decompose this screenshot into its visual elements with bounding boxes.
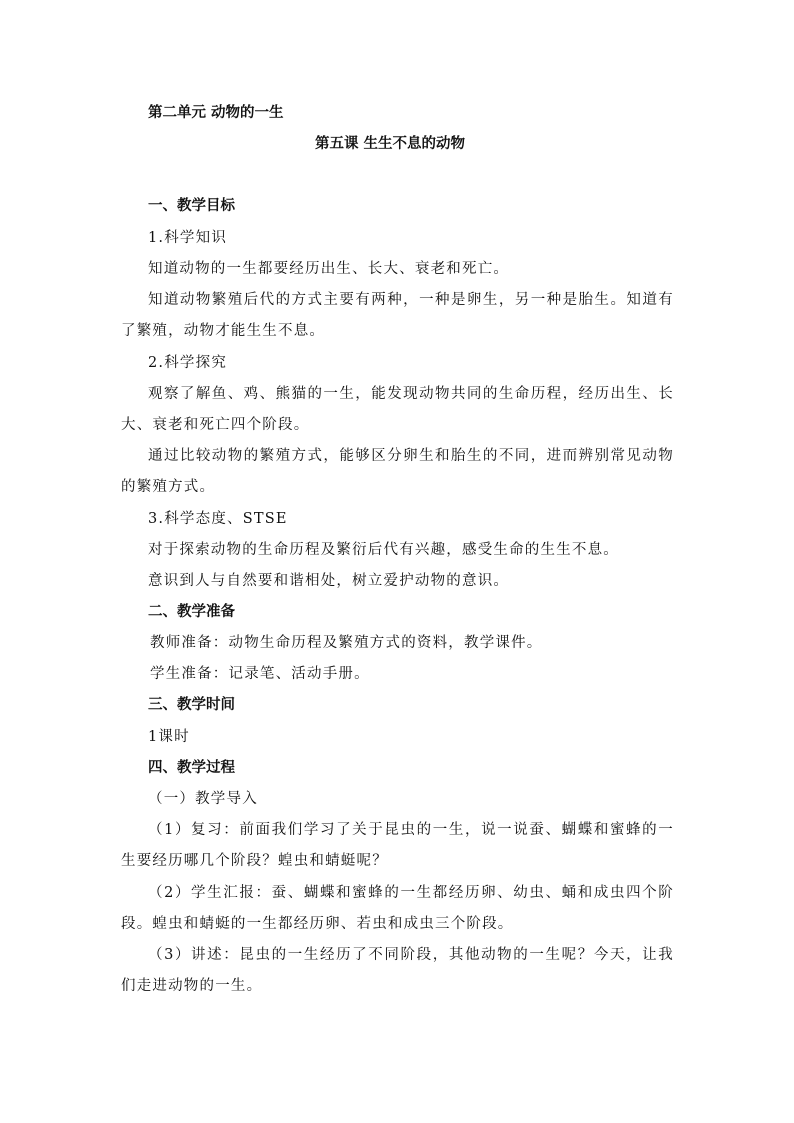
subheading-attitude: 3.科学态度、STSE	[148, 511, 288, 527]
paragraph: 了繁殖，动物才能生生不息。	[121, 323, 326, 339]
paragraph: 生要经历哪几个阶段？蝗虫和蜻蜓呢？	[121, 853, 388, 869]
unit-title: 第二单元 动物的一生	[148, 105, 284, 121]
paragraph: （2）学生汇报：蚕、蝴蝶和蜜蜂的一生都经历卵、幼虫、蛹和成虫四个阶	[148, 885, 674, 901]
section-heading-time: 三、教学时间	[148, 697, 235, 713]
paragraph: 大、衰老和死亡四个阶段。	[121, 417, 310, 433]
paragraph: 意识到人与自然要和谐相处，树立爱护动物的意识。	[148, 573, 510, 589]
paragraph: （3）讲述：昆虫的一生经历了不同阶段，其他动物的一生呢？今天，让我	[148, 947, 674, 963]
paragraph: 的繁殖方式。	[121, 479, 216, 495]
paragraph: 对于探索动物的生命历程及繁衍后代有兴趣，感受生命的生生不息。	[148, 542, 619, 558]
paragraph: 通过比较动物的繁殖方式，能够区分卵生和胎生的不同，进而辨别常见动物	[148, 448, 674, 464]
section-heading-process: 四、教学过程	[148, 760, 235, 776]
student-preparation: 学生准备：记录笔、活动手册。	[150, 666, 370, 682]
class-duration: 1课时	[148, 729, 190, 745]
paragraph: 段。蝗虫和蜻蜓的一生都经历卵、若虫和成虫三个阶段。	[121, 916, 514, 932]
section-heading-preparation: 二、教学准备	[148, 604, 235, 620]
section-heading-goals: 一、教学目标	[148, 198, 235, 214]
lesson-title: 第五课 生生不息的动物	[315, 136, 466, 152]
paragraph: 知道动物的一生都要经历出生、长大、衰老和死亡。	[148, 261, 510, 277]
subheading-knowledge: 1.科学知识	[148, 230, 228, 246]
subheading-inquiry: 2.科学探究	[148, 355, 228, 371]
paragraph: （1）复习：前面我们学习了关于昆虫的一生，说一说蚕、蝴蝶和蜜蜂的一	[148, 822, 674, 838]
paragraph: 观察了解鱼、鸡、熊猫的一生，能发现动物共同的生命历程，经历出生、长	[148, 386, 674, 402]
paragraph: 知道动物繁殖后代的方式主要有两种，一种是卵生，另一种是胎生。知道有	[148, 292, 674, 308]
subheading-introduction: （一）教学导入	[148, 791, 258, 807]
paragraph: 们走进动物的一生。	[121, 978, 263, 994]
teacher-preparation: 教师准备：动物生命历程及繁殖方式的资料，教学课件。	[150, 635, 543, 651]
